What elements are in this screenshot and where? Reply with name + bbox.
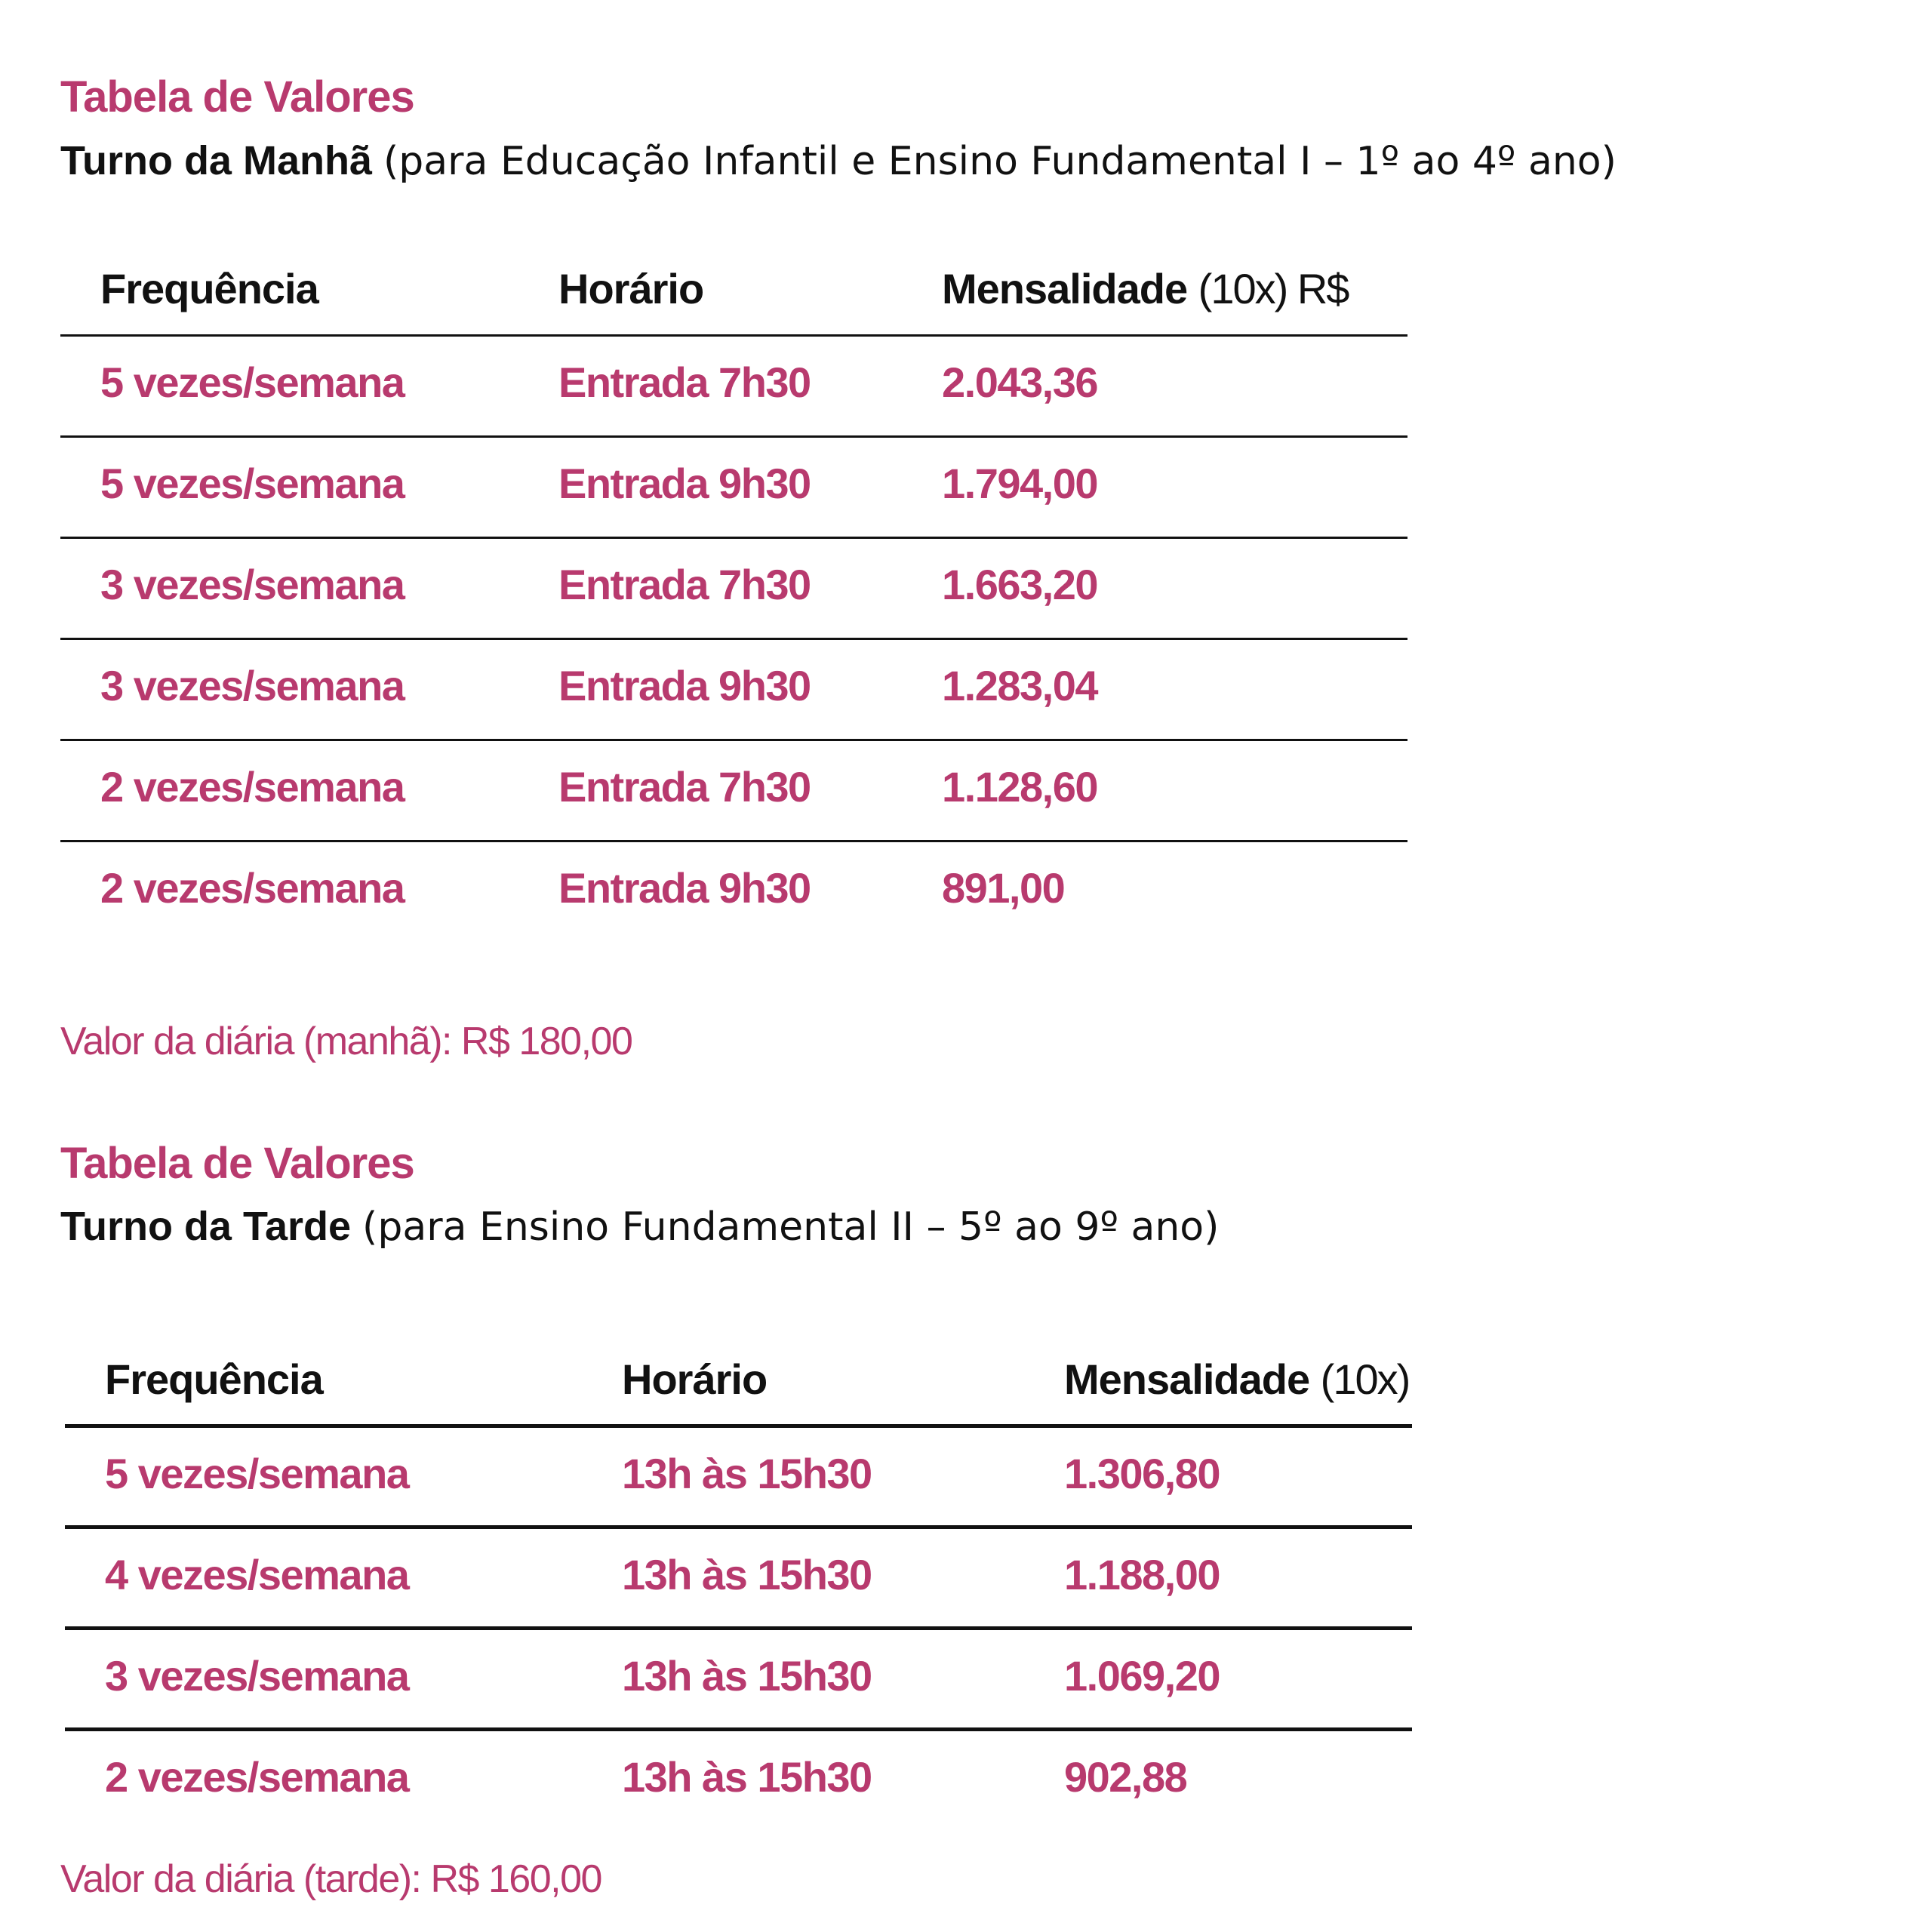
table-row xyxy=(60,334,1407,435)
schedule-cell: Entrada 9h30 xyxy=(558,864,811,912)
afternoon-subtitle-rest: (para Ensino Fundamental II – 5º ao 9º ano) xyxy=(362,1204,1220,1250)
table-row xyxy=(60,840,1407,941)
afternoon-header-frequency: Frequência xyxy=(105,1355,323,1403)
fee-cell: 1.069,20 xyxy=(1064,1652,1220,1700)
table-row xyxy=(60,739,1407,840)
morning-daily-rate: Valor da diária (manhã): R$ 180,00 xyxy=(60,1020,632,1063)
schedule-cell: 13h às 15h30 xyxy=(622,1753,872,1801)
morning-subtitle-strong: Turno da Manhã xyxy=(60,138,372,183)
morning-subtitle-rest: (para Educação Infantil e Ensino Fundamental I – 1º ao 4º ano) xyxy=(383,139,1617,184)
fee-cell: 1.128,60 xyxy=(942,763,1097,811)
schedule-cell: 13h às 15h30 xyxy=(622,1450,872,1497)
frequency-cell: 3 vezes/semana xyxy=(105,1652,409,1700)
afternoon-subtitle xyxy=(60,1203,1219,1250)
afternoon-subtitle-strong: Turno da Tarde xyxy=(60,1204,352,1249)
table-row xyxy=(65,1626,1412,1727)
table-row xyxy=(60,435,1407,537)
fee-cell: 1.283,04 xyxy=(942,662,1097,709)
fee-cell: 1.794,00 xyxy=(942,460,1097,507)
morning-table-header xyxy=(60,242,1407,332)
fee-cell: 1.306,80 xyxy=(1064,1450,1220,1497)
afternoon-header-fee xyxy=(1064,1355,1409,1404)
fee-cell: 891,00 xyxy=(942,864,1065,912)
morning-heading: Tabela de Valores xyxy=(60,72,414,122)
table-row xyxy=(65,1525,1412,1626)
morning-header-fee-extra: (10x) R$ xyxy=(1198,265,1349,312)
frequency-cell: 2 vezes/semana xyxy=(105,1753,409,1801)
frequency-cell: 3 vezes/semana xyxy=(100,561,405,608)
morning-header-frequency: Frequência xyxy=(100,265,318,312)
frequency-cell: 3 vezes/semana xyxy=(100,662,405,709)
table-row xyxy=(60,537,1407,638)
schedule-cell: Entrada 9h30 xyxy=(558,460,811,507)
fee-cell: 1.663,20 xyxy=(942,561,1097,608)
schedule-cell: 13h às 15h30 xyxy=(622,1551,872,1598)
morning-price-table xyxy=(60,242,1407,951)
afternoon-header-fee-label: Mensalidade xyxy=(1064,1355,1310,1403)
morning-header-fee xyxy=(942,264,1348,313)
schedule-cell: Entrada 9h30 xyxy=(558,662,811,709)
fee-cell: 2.043,36 xyxy=(942,358,1097,406)
afternoon-header-fee-extra: (10x) xyxy=(1320,1355,1410,1403)
frequency-cell: 5 vezes/semana xyxy=(100,460,405,507)
schedule-cell: Entrada 7h30 xyxy=(558,561,811,608)
frequency-cell: 2 vezes/semana xyxy=(100,763,405,811)
frequency-cell: 2 vezes/semana xyxy=(100,864,405,912)
frequency-cell: 5 vezes/semana xyxy=(100,358,405,406)
table-row xyxy=(65,1424,1412,1525)
frequency-cell: 5 vezes/semana xyxy=(105,1450,409,1497)
morning-header-fee-label: Mensalidade xyxy=(942,265,1188,312)
schedule-cell: 13h às 15h30 xyxy=(622,1652,872,1700)
morning-subtitle xyxy=(60,137,1617,184)
afternoon-heading: Tabela de Valores xyxy=(60,1139,414,1188)
afternoon-header-schedule: Horário xyxy=(622,1355,768,1403)
frequency-cell: 4 vezes/semana xyxy=(105,1551,409,1598)
fee-cell: 1.188,00 xyxy=(1064,1551,1220,1598)
afternoon-daily-rate: Valor da diária (tarde): R$ 160,00 xyxy=(60,1857,601,1901)
schedule-cell: Entrada 7h30 xyxy=(558,763,811,811)
table-row xyxy=(65,1727,1412,1829)
fee-cell: 902,88 xyxy=(1064,1753,1187,1801)
afternoon-table-header xyxy=(65,1332,1412,1423)
schedule-cell: Entrada 7h30 xyxy=(558,358,811,406)
afternoon-price-table xyxy=(65,1332,1412,1845)
table-row xyxy=(60,638,1407,739)
morning-header-schedule: Horário xyxy=(558,265,704,312)
